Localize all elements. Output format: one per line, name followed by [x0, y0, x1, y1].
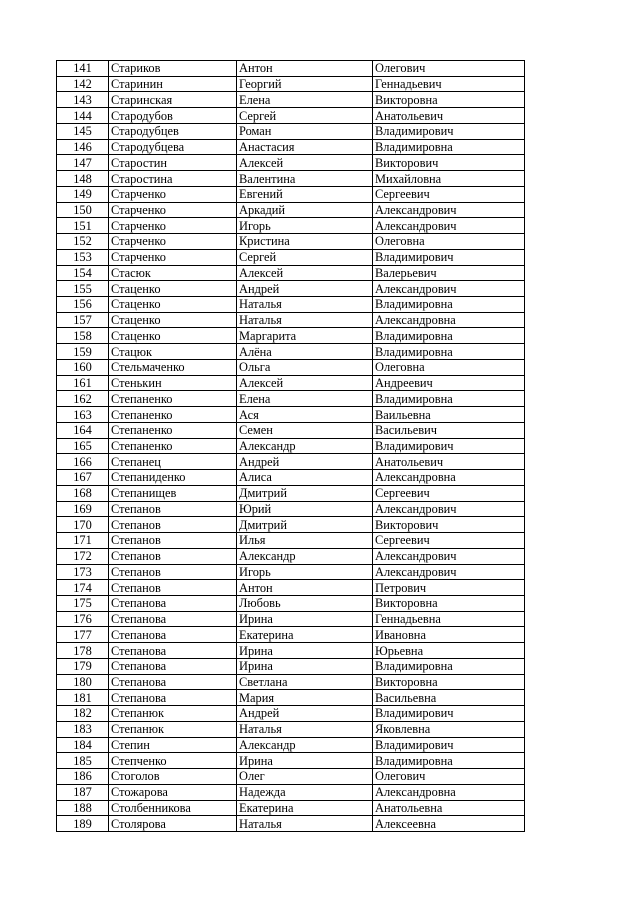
last-name-cell: Старостин: [109, 155, 237, 171]
row-number: 184: [57, 737, 109, 753]
last-name-cell: Степанюк: [109, 721, 237, 737]
last-name-cell: Старченко: [109, 249, 237, 265]
row-number: 161: [57, 375, 109, 391]
row-number: 182: [57, 706, 109, 722]
first-name-cell: Сергей: [237, 108, 373, 124]
last-name-cell: Степаненко: [109, 391, 237, 407]
row-number: 143: [57, 92, 109, 108]
first-name-cell: Антон: [237, 580, 373, 596]
last-name-cell: Степанов: [109, 517, 237, 533]
last-name-cell: Старченко: [109, 218, 237, 234]
first-name-cell: Елена: [237, 391, 373, 407]
first-name-cell: Сергей: [237, 249, 373, 265]
table-row: [57, 328, 525, 344]
first-name-cell: Александр: [237, 438, 373, 454]
patronymic-cell: Владимирович: [373, 123, 525, 139]
row-number: 180: [57, 674, 109, 690]
row-number: 155: [57, 281, 109, 297]
last-name-cell: Стенькин: [109, 375, 237, 391]
row-number: 150: [57, 202, 109, 218]
last-name-cell: Степаненко: [109, 407, 237, 423]
row-number: 171: [57, 533, 109, 549]
patronymic-cell: Владимирович: [373, 737, 525, 753]
first-name-cell: Ирина: [237, 643, 373, 659]
row-number: 163: [57, 407, 109, 423]
row-number: 148: [57, 171, 109, 187]
row-number: 160: [57, 359, 109, 375]
last-name-cell: Степанов: [109, 501, 237, 517]
last-name-cell: Стаценко: [109, 328, 237, 344]
first-name-cell: Роман: [237, 123, 373, 139]
last-name-cell: Степанищев: [109, 485, 237, 501]
row-number: 172: [57, 548, 109, 564]
row-number: 153: [57, 249, 109, 265]
table-row: [57, 155, 525, 171]
last-name-cell: Стоголов: [109, 769, 237, 785]
first-name-cell: Алексей: [237, 375, 373, 391]
table-row: [57, 580, 525, 596]
table-row: [57, 674, 525, 690]
table-row: [57, 281, 525, 297]
last-name-cell: Стожарова: [109, 784, 237, 800]
table-row: [57, 249, 525, 265]
row-number: 169: [57, 501, 109, 517]
last-name-cell: Степанова: [109, 643, 237, 659]
first-name-cell: Ася: [237, 407, 373, 423]
table-row: [57, 391, 525, 407]
row-number: 145: [57, 123, 109, 139]
patronymic-cell: Владимирович: [373, 249, 525, 265]
table-row: [57, 595, 525, 611]
patronymic-cell: Викторович: [373, 517, 525, 533]
patronymic-cell: Владимировна: [373, 297, 525, 313]
table-row: [57, 438, 525, 454]
last-name-cell: Степанец: [109, 454, 237, 470]
patronymic-cell: Ивановна: [373, 627, 525, 643]
last-name-cell: Старченко: [109, 202, 237, 218]
last-name-cell: Степаненко: [109, 438, 237, 454]
row-number: 147: [57, 155, 109, 171]
row-number: 142: [57, 76, 109, 92]
row-number: 183: [57, 721, 109, 737]
table-row: [57, 611, 525, 627]
table-row: [57, 784, 525, 800]
patronymic-cell: Геннадьевна: [373, 611, 525, 627]
first-name-cell: Ирина: [237, 658, 373, 674]
first-name-cell: Олег: [237, 769, 373, 785]
row-number: 166: [57, 454, 109, 470]
patronymic-cell: Юрьевна: [373, 643, 525, 659]
patronymic-cell: Александрович: [373, 564, 525, 580]
last-name-cell: Столбенникова: [109, 800, 237, 816]
table-row: [57, 297, 525, 313]
last-name-cell: Стацюк: [109, 344, 237, 360]
table-row: [57, 643, 525, 659]
row-number: 158: [57, 328, 109, 344]
patronymic-cell: Владимировна: [373, 753, 525, 769]
last-name-cell: Степанова: [109, 658, 237, 674]
last-name-cell: Степанюк: [109, 706, 237, 722]
table-row: [57, 344, 525, 360]
first-name-cell: Валентина: [237, 171, 373, 187]
patronymic-cell: Александровна: [373, 312, 525, 328]
patronymic-cell: Александрович: [373, 548, 525, 564]
patronymic-cell: Викторовна: [373, 674, 525, 690]
table-row: [57, 218, 525, 234]
last-name-cell: Степанов: [109, 548, 237, 564]
patronymic-cell: Алексеевна: [373, 816, 525, 832]
row-number: 146: [57, 139, 109, 155]
first-name-cell: Любовь: [237, 595, 373, 611]
first-name-cell: Георгий: [237, 76, 373, 92]
row-number: 178: [57, 643, 109, 659]
table-row: [57, 234, 525, 250]
table-row: [57, 533, 525, 549]
first-name-cell: Екатерина: [237, 627, 373, 643]
table-row: [57, 139, 525, 155]
first-name-cell: Наталья: [237, 312, 373, 328]
first-name-cell: Ольга: [237, 359, 373, 375]
last-name-cell: Стасюк: [109, 265, 237, 281]
last-name-cell: Старинин: [109, 76, 237, 92]
patronymic-cell: Владимирович: [373, 706, 525, 722]
patronymic-cell: Владимировна: [373, 658, 525, 674]
row-number: 162: [57, 391, 109, 407]
row-number: 159: [57, 344, 109, 360]
first-name-cell: Алексей: [237, 265, 373, 281]
row-number: 170: [57, 517, 109, 533]
patronymic-cell: Валерьевич: [373, 265, 525, 281]
table-row: [57, 658, 525, 674]
patronymic-cell: Яковлевна: [373, 721, 525, 737]
last-name-cell: Старченко: [109, 186, 237, 202]
table-row: [57, 627, 525, 643]
patronymic-cell: Олеговна: [373, 234, 525, 250]
last-name-cell: Стариков: [109, 61, 237, 77]
patronymic-cell: Сергеевич: [373, 186, 525, 202]
last-name-cell: Старинская: [109, 92, 237, 108]
last-name-cell: Степанов: [109, 533, 237, 549]
first-name-cell: Наталья: [237, 297, 373, 313]
last-name-cell: Столярова: [109, 816, 237, 832]
row-number: 173: [57, 564, 109, 580]
table-row: [57, 454, 525, 470]
row-number: 152: [57, 234, 109, 250]
patronymic-cell: Александрович: [373, 218, 525, 234]
first-name-cell: Александр: [237, 737, 373, 753]
table-row: [57, 359, 525, 375]
first-name-cell: Дмитрий: [237, 485, 373, 501]
last-name-cell: Степанов: [109, 564, 237, 580]
patronymic-cell: Владимировна: [373, 344, 525, 360]
last-name-cell: Стаценко: [109, 281, 237, 297]
patronymic-cell: Александровна: [373, 470, 525, 486]
first-name-cell: Надежда: [237, 784, 373, 800]
row-number: 174: [57, 580, 109, 596]
last-name-cell: Стаценко: [109, 312, 237, 328]
table-row: [57, 422, 525, 438]
last-name-cell: Степанова: [109, 674, 237, 690]
table-row: [57, 202, 525, 218]
row-number: 168: [57, 485, 109, 501]
patronymic-cell: Анатольевич: [373, 454, 525, 470]
last-name-cell: Стародубцева: [109, 139, 237, 155]
first-name-cell: Маргарита: [237, 328, 373, 344]
table-row: [57, 816, 525, 832]
roster-table-body: [57, 61, 525, 832]
patronymic-cell: Петрович: [373, 580, 525, 596]
first-name-cell: Наталья: [237, 721, 373, 737]
row-number: 165: [57, 438, 109, 454]
row-number: 185: [57, 753, 109, 769]
table-row: [57, 265, 525, 281]
table-row: [57, 76, 525, 92]
last-name-cell: Степаниденко: [109, 470, 237, 486]
patronymic-cell: Анатольевна: [373, 800, 525, 816]
first-name-cell: Мария: [237, 690, 373, 706]
first-name-cell: Игорь: [237, 218, 373, 234]
table-row: [57, 564, 525, 580]
last-name-cell: Стародубцев: [109, 123, 237, 139]
patronymic-cell: Александрович: [373, 501, 525, 517]
last-name-cell: Степанова: [109, 690, 237, 706]
table-row: [57, 312, 525, 328]
first-name-cell: Андрей: [237, 454, 373, 470]
patronymic-cell: Александрович: [373, 202, 525, 218]
roster-table: [56, 60, 525, 832]
patronymic-cell: Михайловна: [373, 171, 525, 187]
table-row: [57, 501, 525, 517]
patronymic-cell: Викторовна: [373, 92, 525, 108]
patronymic-cell: Викторович: [373, 155, 525, 171]
patronymic-cell: Владимировна: [373, 139, 525, 155]
row-number: 175: [57, 595, 109, 611]
first-name-cell: Семен: [237, 422, 373, 438]
row-number: 181: [57, 690, 109, 706]
patronymic-cell: Олеговна: [373, 359, 525, 375]
first-name-cell: Антон: [237, 61, 373, 77]
row-number: 151: [57, 218, 109, 234]
last-name-cell: Степин: [109, 737, 237, 753]
last-name-cell: Степченко: [109, 753, 237, 769]
last-name-cell: Степаненко: [109, 422, 237, 438]
row-number: 176: [57, 611, 109, 627]
table-row: [57, 375, 525, 391]
table-row: [57, 470, 525, 486]
first-name-cell: Андрей: [237, 281, 373, 297]
last-name-cell: Степанова: [109, 611, 237, 627]
first-name-cell: Екатерина: [237, 800, 373, 816]
table-row: [57, 517, 525, 533]
first-name-cell: Алексей: [237, 155, 373, 171]
first-name-cell: Алиса: [237, 470, 373, 486]
row-number: 189: [57, 816, 109, 832]
table-row: [57, 123, 525, 139]
patronymic-cell: Сергеевич: [373, 533, 525, 549]
last-name-cell: Старостина: [109, 171, 237, 187]
last-name-cell: Старченко: [109, 234, 237, 250]
last-name-cell: Степанова: [109, 627, 237, 643]
table-row: [57, 706, 525, 722]
table-row: [57, 753, 525, 769]
first-name-cell: Александр: [237, 548, 373, 564]
first-name-cell: Кристина: [237, 234, 373, 250]
first-name-cell: Ирина: [237, 611, 373, 627]
patronymic-cell: Васильевич: [373, 422, 525, 438]
row-number: 167: [57, 470, 109, 486]
patronymic-cell: Олегович: [373, 769, 525, 785]
first-name-cell: Ирина: [237, 753, 373, 769]
patronymic-cell: Александрович: [373, 281, 525, 297]
table-row: [57, 769, 525, 785]
table-row: [57, 737, 525, 753]
patronymic-cell: Владимировна: [373, 391, 525, 407]
first-name-cell: Юрий: [237, 501, 373, 517]
patronymic-cell: Олегович: [373, 61, 525, 77]
table-row: [57, 485, 525, 501]
row-number: 186: [57, 769, 109, 785]
row-number: 187: [57, 784, 109, 800]
patronymic-cell: Геннадьевич: [373, 76, 525, 92]
patronymic-cell: Владимирович: [373, 438, 525, 454]
first-name-cell: Елена: [237, 92, 373, 108]
first-name-cell: Аркадий: [237, 202, 373, 218]
last-name-cell: Стельмаченко: [109, 359, 237, 375]
last-name-cell: Степанов: [109, 580, 237, 596]
patronymic-cell: Александровна: [373, 784, 525, 800]
first-name-cell: Евгений: [237, 186, 373, 202]
table-row: [57, 108, 525, 124]
row-number: 144: [57, 108, 109, 124]
table-row: [57, 92, 525, 108]
row-number: 164: [57, 422, 109, 438]
last-name-cell: Степанова: [109, 595, 237, 611]
row-number: 156: [57, 297, 109, 313]
table-row: [57, 721, 525, 737]
patronymic-cell: Андреевич: [373, 375, 525, 391]
last-name-cell: Стаценко: [109, 297, 237, 313]
patronymic-cell: Владимировна: [373, 328, 525, 344]
first-name-cell: Игорь: [237, 564, 373, 580]
patronymic-cell: Васильевна: [373, 690, 525, 706]
row-number: 157: [57, 312, 109, 328]
first-name-cell: Наталья: [237, 816, 373, 832]
patronymic-cell: Сергеевич: [373, 485, 525, 501]
last-name-cell: Стародубов: [109, 108, 237, 124]
first-name-cell: Илья: [237, 533, 373, 549]
first-name-cell: Алёна: [237, 344, 373, 360]
row-number: 177: [57, 627, 109, 643]
patronymic-cell: Анатольевич: [373, 108, 525, 124]
row-number: 149: [57, 186, 109, 202]
table-row: [57, 548, 525, 564]
row-number: 141: [57, 61, 109, 77]
row-number: 188: [57, 800, 109, 816]
patronymic-cell: Викторовна: [373, 595, 525, 611]
first-name-cell: Светлана: [237, 674, 373, 690]
table-row: [57, 407, 525, 423]
table-row: [57, 61, 525, 77]
table-row: [57, 186, 525, 202]
table-row: [57, 171, 525, 187]
table-row: [57, 690, 525, 706]
row-number: 154: [57, 265, 109, 281]
row-number: 179: [57, 658, 109, 674]
first-name-cell: Анастасия: [237, 139, 373, 155]
first-name-cell: Андрей: [237, 706, 373, 722]
patronymic-cell: Ваильевна: [373, 407, 525, 423]
table-row: [57, 800, 525, 816]
first-name-cell: Дмитрий: [237, 517, 373, 533]
